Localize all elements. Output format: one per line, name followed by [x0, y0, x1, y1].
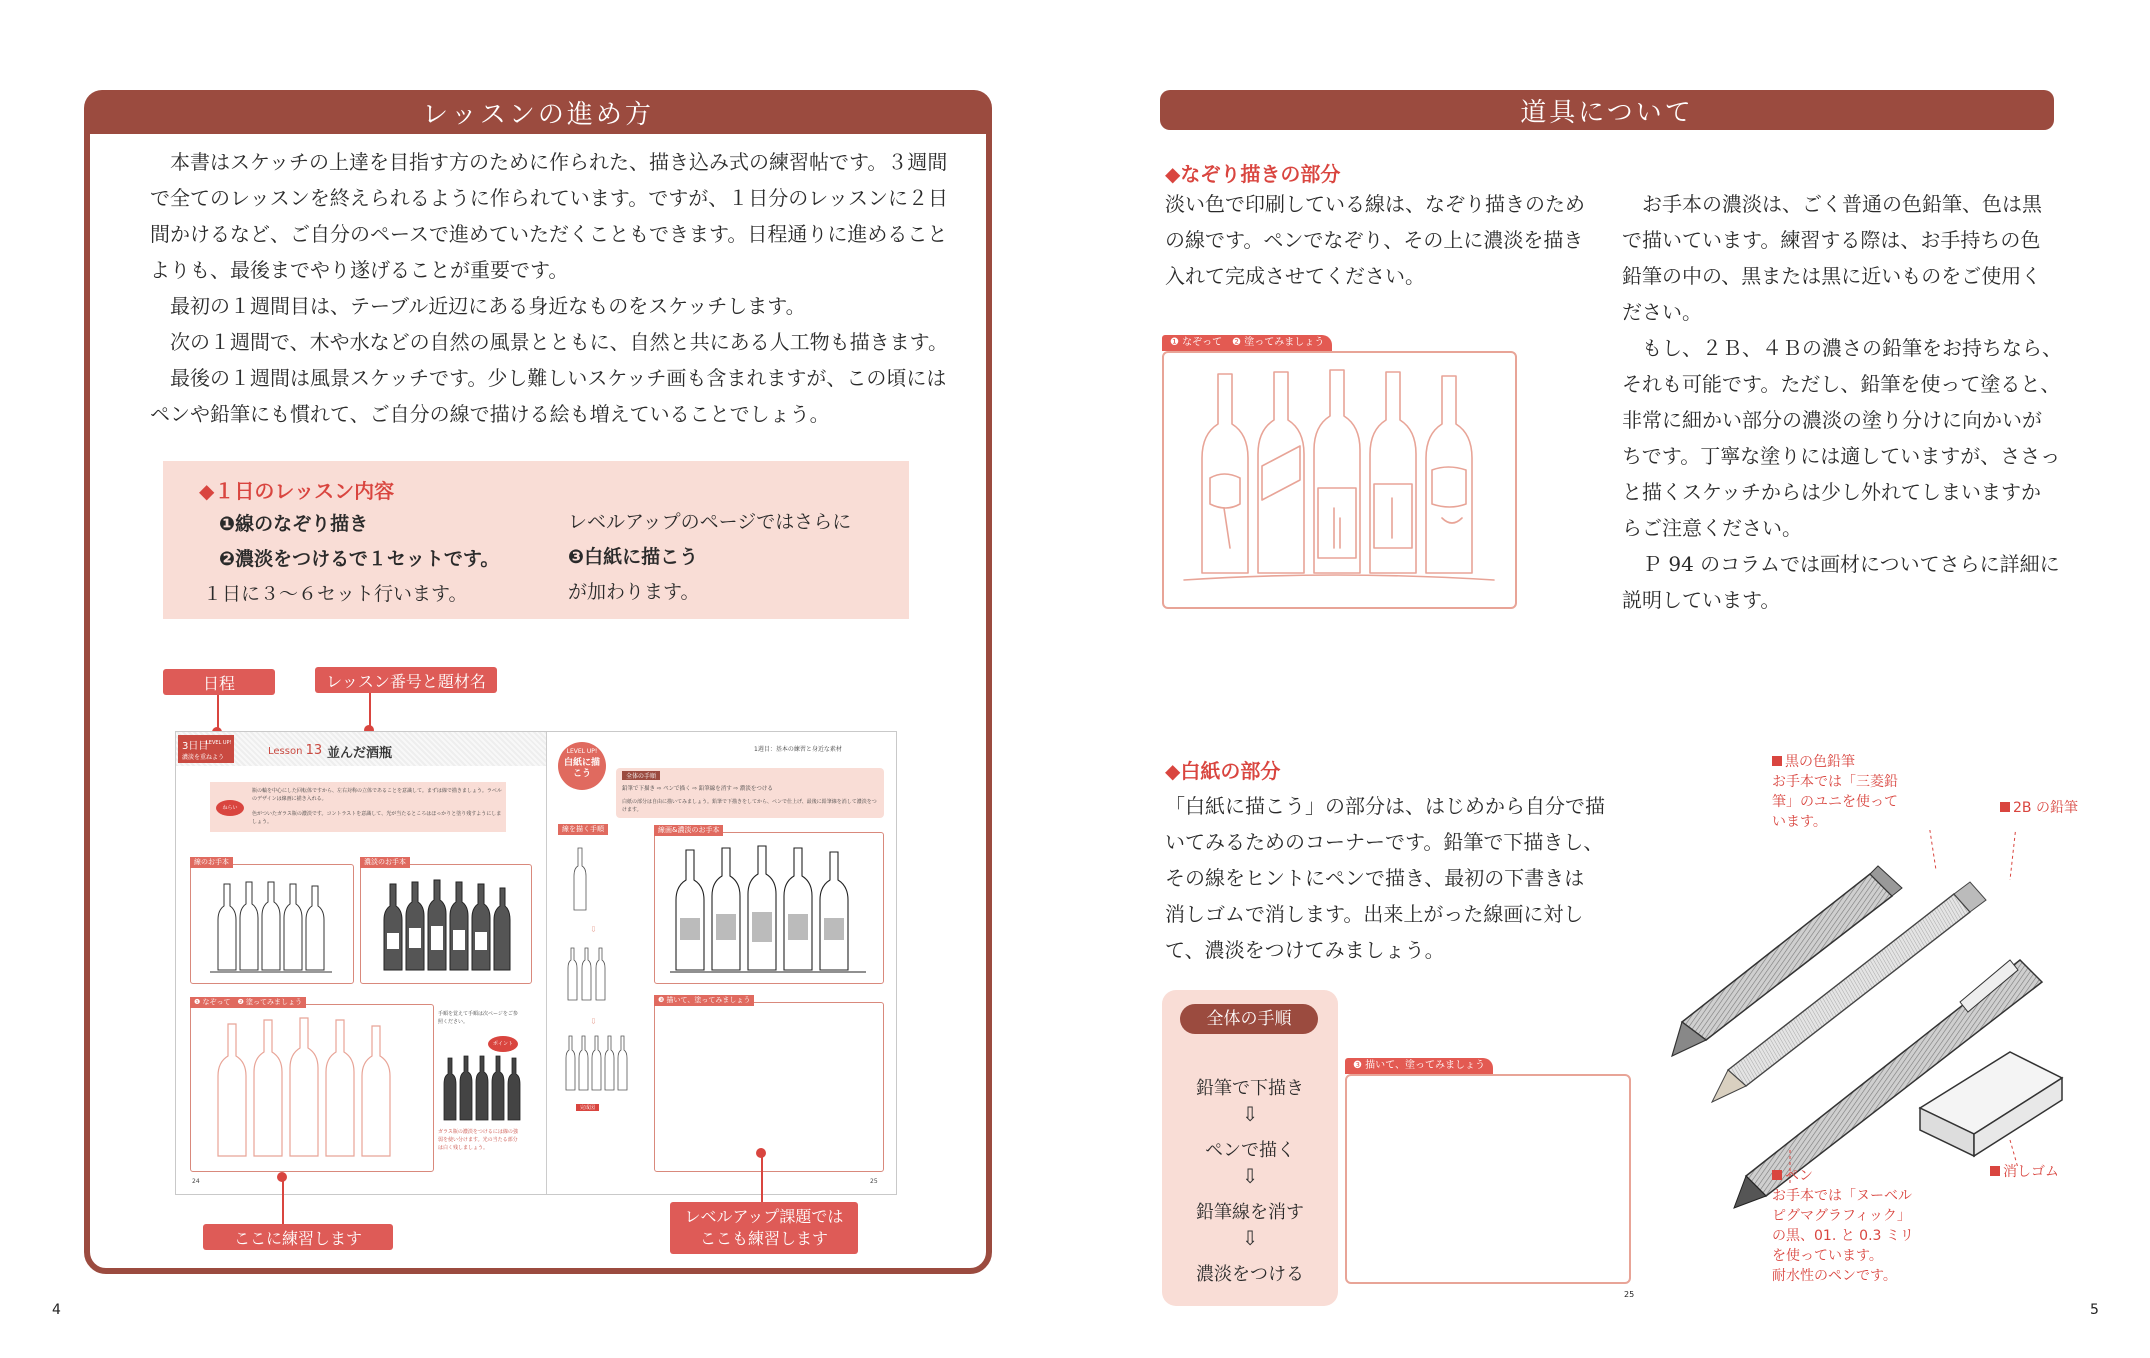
mini-aim-text: 瓶の輪を中心にした回転体ですから、左右対称の立体であることを意識して。まずは線で描きましょう。ラベルのデザインは線画に描き入れる。 — [252, 788, 502, 802]
mini-shaded-tab: 線画&濃淡のお手本 — [654, 825, 723, 836]
tools-line: らご注意ください。 — [1622, 516, 1802, 540]
mini-shade-model-tab: 濃淡のお手本 — [360, 857, 410, 868]
blank-line: 消しゴムで消します。出来上がった線画に対し — [1165, 902, 1584, 926]
mini-page-right: 25 — [870, 1178, 878, 1185]
intro-line: 最初の１週間目は、テーブル近辺にある身近なものをスケッチします。 — [150, 294, 806, 318]
mini-page-left: 24 — [192, 1178, 200, 1185]
draw-frame-tab: ❸ 描いて、塗ってみましょう — [1345, 1058, 1493, 1074]
tools-line: ちです。丁寧な塗りには適していますが、ささっ — [1622, 444, 2061, 468]
blank-line: て、濃淡をつけてみましょう。 — [1165, 938, 1445, 962]
label-black-pencil-title — [1772, 752, 1898, 772]
tools-line: 説明しています。 — [1622, 588, 1781, 612]
mini-levelup-badge: LEVEL UP! — [566, 748, 598, 755]
intro-line: 次の１週間で、木や水などの自然の風景とともに、自然と共にある人工物も描きます。 — [150, 330, 948, 354]
mini-lesson-title: 並んだ酒瓶 — [327, 746, 393, 761]
tools-line: お手本の濃淡は、ごく普通の色鉛筆、色は黒 — [1622, 192, 2042, 216]
step-arrow-icon: ⇩ — [1241, 1102, 1259, 1126]
mini-flow: 鉛筆で下描き ⇨ ペンで描く ⇨ 鉛筆線を消す ⇨ 濃淡をつける — [622, 786, 773, 792]
pen-desc: お手本では「ヌーベル — [1772, 1188, 1912, 1204]
mini-level-up-small: LEVEL UP! — [206, 740, 232, 746]
mini-point-badge: ポイント — [488, 1036, 518, 1052]
mini-levelup-title: 白紙に描こう — [563, 758, 600, 779]
callout-leader — [282, 1178, 284, 1226]
mini-left-page — [176, 732, 547, 1194]
mini-right-page — [546, 732, 896, 1194]
blank-line: いてみるためのコーナーです。鉛筆で下描きし、 — [1165, 830, 1604, 854]
blank-line: その線をヒントにペンで描き、最初の下書きは — [1165, 866, 1585, 890]
intro-text — [150, 144, 950, 432]
right-page-header: 道具について — [1160, 90, 2054, 130]
eraser-title: 消しゴム — [2003, 1164, 2059, 1180]
tools-line: それも可能です。ただし、鉛筆を使って塗ると、 — [1622, 372, 2061, 396]
lesson-item-2: ❷濃淡をつけるで１セットです。 — [219, 548, 500, 570]
drawing-tools-illustration — [1670, 830, 2080, 1210]
black-pencil-title: 黒の色鉛筆 — [1785, 754, 1855, 770]
step-arrow-icon: ⇩ — [1241, 1164, 1259, 1188]
overall-steps-box — [1162, 990, 1338, 1306]
steps-title: 全体の手順 — [1180, 1004, 1318, 1034]
mini-shade-model-sketch — [376, 878, 516, 976]
pen-desc: を使っています。 — [1772, 1248, 1883, 1264]
mini-lesson-no: 13 — [305, 743, 323, 758]
black-pencil-desc: お手本では「三菱鉛 — [1772, 774, 1898, 790]
trace-sample-bottles — [1180, 368, 1500, 598]
levelup-note-1: レベルアップのページではさらに — [568, 511, 852, 533]
levelup-note-2: が加わります。 — [568, 581, 700, 603]
2b-pencil-title: 2B の鉛筆 — [2013, 800, 2078, 816]
mini-lesson-word: Lesson — [268, 746, 303, 757]
intro-line: ペンや鉛筆にも慣れて、ご自分の線で描ける絵も増えていることでしょう。 — [150, 402, 830, 426]
pen-desc: の黒、01. と 0.3 ミリ — [1772, 1228, 1914, 1244]
callout-leader — [369, 693, 371, 729]
mini-trace-sketch — [206, 1016, 406, 1164]
tools-line: 鉛筆の中の、黒または黒に近いものをご使用く — [1622, 264, 2042, 288]
intro-line: よりも、最後までやり遂げることが重要です。 — [150, 258, 569, 282]
tools-line: と描くスケッチからは少し外れてしまいますか — [1622, 480, 2041, 504]
mini-day-badge — [178, 735, 234, 763]
tools-line: 非常に細かい部分の濃淡の塗り分けに向かいが — [1622, 408, 2042, 432]
intro-line: 本書はスケッチの上達を目指す方のために作られた、描き込み式の練習帖です。３週間 — [150, 150, 948, 174]
mini-steps-sketch — [560, 840, 630, 1100]
bullet-square-icon — [1772, 756, 1782, 766]
intro-line: 間かけるなど、ご自分のペースで進めていただくこともできます。日程通りに進めること — [150, 222, 948, 246]
draw-practice-frame — [1345, 1074, 1631, 1284]
eraser-icon — [1920, 1052, 2062, 1156]
levelup-item-3: ❸白紙に描こう — [568, 546, 699, 568]
callout-leader — [761, 1154, 763, 1202]
tools-line: Ｐ 94 のコラムでは画材についてさらに詳細に — [1622, 552, 2060, 576]
blank-line: 「白紙に描こう」の部分は、はじめから自分で描 — [1165, 794, 1605, 818]
mini-point-text: ガラス瓶の濃淡をつけるには線の強弱を使い分けます。光の当たる部分は白く残しましょう。 — [438, 1129, 518, 1151]
mini-aim-text-2: 色がついたガラス瓶の濃淡です。コントラストを意識して、光が当たるところはほっかりと塗り残すようにしましょう。 — [252, 811, 502, 825]
pen-desc: ピグマグラフィック」 — [1772, 1208, 1911, 1224]
daily-lesson-title: ◆１日のレッスン内容 — [199, 479, 395, 503]
tools-column-text — [1622, 186, 2062, 618]
callout-lesson-title: レッスン番号と題材名 — [315, 667, 497, 693]
mini-point-sketch — [438, 1054, 534, 1124]
mini-steps-tab: 線を描く手順 — [558, 824, 608, 835]
mini-badge-sub: 濃淡を重ねよう — [182, 754, 225, 761]
mini-day-label: 3日目 — [182, 741, 209, 752]
mini-line-model-sketch — [206, 880, 336, 975]
mini-point-note: 手順を覚えて手順は次ページをご参照ください。 — [438, 1011, 518, 1025]
mini-aim-box — [210, 782, 506, 832]
trace-line: 淡い色で印刷している線は、なぞり描きのため — [1165, 192, 1585, 216]
tools-line: ださい。 — [1622, 300, 1702, 324]
label-2b-pencil — [2000, 798, 2078, 818]
pen-title: ペン — [1785, 1168, 1813, 1184]
svg-text:⇩: ⇩ — [590, 925, 597, 934]
callout-leader-dot — [756, 1148, 766, 1158]
mini-lesson-label — [268, 743, 322, 758]
pen-desc: 耐水性のペンです。 — [1772, 1268, 1897, 1284]
step-arrow-icon: ⇩ — [1241, 1226, 1259, 1250]
mini-right-header: 1週目：基本の練習と身近な素材 — [754, 746, 842, 753]
black-pencil-desc: います。 — [1772, 814, 1827, 830]
label-pen — [1772, 1166, 1914, 1286]
mini-draw-tab: ❸ 描いて、塗ってみましょう — [654, 995, 754, 1006]
label-eraser — [1990, 1162, 2059, 1182]
callout-leader-dot — [277, 1172, 287, 1182]
blank-section-text — [1165, 788, 1605, 968]
mini-spread — [175, 731, 897, 1195]
trace-sample-tab: ❶ なぞって ❷ 塗ってみましょう — [1162, 335, 1332, 351]
label-black-pencil — [1772, 752, 1898, 832]
page-number-right: 5 — [2090, 1302, 2099, 1318]
tools-line: で描いています。練習する際は、お手持ちの色 — [1622, 228, 2041, 252]
label-pen-title — [1772, 1166, 1914, 1186]
draw-frame-page: 25 — [1624, 1290, 1635, 1299]
mini-flow-text: 白紙の部分は自由に描いてみましょう。鉛筆で下描きをしてから、ペンで仕上げ、最後に鉛筆線を消して濃淡をつけます。 — [622, 799, 877, 813]
step-1: 鉛筆で下描き — [1196, 1078, 1304, 1099]
trace-section-text — [1165, 186, 1585, 294]
callout-levelup: レベルアップ課題では ここも練習します — [670, 1202, 858, 1254]
lesson-item-1: ❶線のなぞり描き — [219, 513, 369, 535]
trace-line: 入れて完成させてください。 — [1165, 264, 1425, 288]
mini-aim-label: ねらい — [216, 800, 244, 816]
bullet-square-icon — [1990, 1166, 2000, 1176]
tools-line: もし、２Ｂ、４Ｂの濃さの鉛筆をお持ちなら、 — [1622, 336, 2062, 360]
step-4: 濃淡をつける — [1196, 1264, 1304, 1285]
trace-line: の線です。ペンでなぞり、その上に濃淡を描き — [1165, 228, 1584, 252]
step-2: ペンで描く — [1205, 1140, 1295, 1161]
mini-line-model-tab: 線のお手本 — [190, 857, 233, 868]
step-3: 鉛筆線を消す — [1196, 1202, 1304, 1223]
mini-flow-title: 全体の手順 — [622, 771, 660, 780]
intro-line: で全てのレッスンを終えられるように作られています。ですが、１日分のレッスンに２日 — [150, 186, 948, 210]
svg-text:⇩: ⇩ — [590, 1017, 597, 1026]
bullet-square-icon — [1772, 1170, 1782, 1180]
trace-section-title: ◆なぞり描きの部分 — [1165, 162, 1341, 186]
intro-line: 最後の１週間は風景スケッチです。少し難しいスケッチ画も含まれますが、この頃には — [150, 366, 947, 390]
daily-lesson-box — [163, 461, 909, 619]
mini-draw-frame — [654, 1002, 884, 1172]
callout-schedule: 日程 — [163, 669, 275, 695]
lesson-note: １日に３〜６セット行います。 — [203, 583, 468, 605]
mini-flow-box — [616, 768, 884, 818]
blank-section-title: ◆白紙の部分 — [1165, 759, 1281, 783]
left-page-header: レッスンの進め方 — [84, 90, 992, 134]
black-pencil-desc: 筆」のユニを使って — [1772, 794, 1898, 810]
mini-trace-tab: ❶ なぞって ❷ 塗ってみましょう — [190, 997, 306, 1008]
callout-leader — [217, 695, 219, 731]
mini-done-label: 完成図 — [576, 1104, 599, 1111]
bullet-square-icon — [2000, 802, 2010, 812]
page-number-left: 4 — [52, 1302, 61, 1318]
mini-shaded-sketch — [668, 844, 868, 976]
callout-practice-here: ここに練習します — [203, 1224, 393, 1250]
